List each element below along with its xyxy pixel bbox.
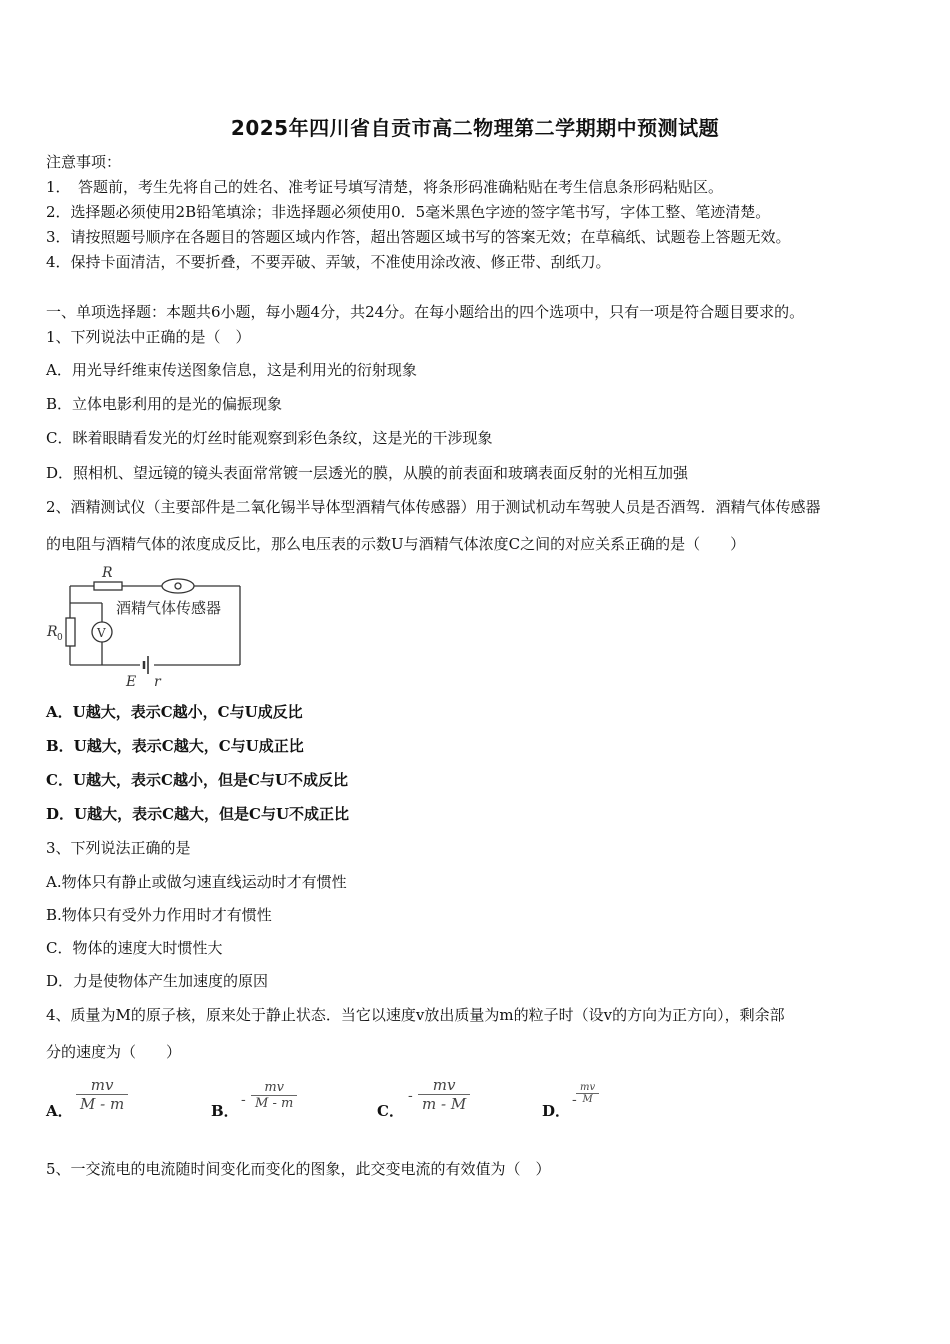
question-1-option-b: B．立体电影利用的是光的偏振现象 — [46, 395, 283, 413]
label-r-internal: r — [154, 674, 161, 690]
question-3-stem: 3、下列说法正确的是 — [46, 839, 191, 857]
question-4-stem-line1: 4、质量为M的原子核，原来处于静止状态．当它以速度v放出质量为m的粒子时（设v的方向为正方向），剩余部 — [46, 1006, 785, 1024]
question-2-option-b: B．U越大，表示C越大，C与U成正比 — [46, 737, 304, 755]
page-title: 2025年四川省自贡市高二物理第二学期期中预测试题 — [230, 116, 720, 140]
question-4-option-d-label: D． — [542, 1102, 571, 1120]
question-4-option-b-label: B． — [211, 1102, 239, 1120]
fraction-numerator: mv — [251, 1080, 297, 1096]
question-2-option-a: A．U越大，表示C越小，C与U成反比 — [46, 703, 303, 721]
fraction-numerator: mv — [576, 1082, 599, 1094]
question-3-option-d: D．力是使物体产生加速度的原因 — [46, 972, 269, 990]
label-e: E — [126, 674, 137, 690]
sensor-label: 酒精气体传感器 — [116, 599, 222, 617]
notice-item: 2．选择题必须使用2B铅笔填涂；非选择题必须使用0．5毫米黑色字迹的签字笔书写，字体工整、笔迹清楚。 — [46, 203, 771, 221]
notice-heading: 注意事项： — [46, 153, 122, 171]
question-2-option-c: C．U越大，表示C越小，但是C与U不成反比 — [46, 771, 348, 789]
notice-item: 4．保持卡面清洁，不要折叠，不要弄破、弄皱，不准使用涂改液、修正带、刮纸刀。 — [46, 253, 611, 271]
fraction-denominator: M - m — [255, 1096, 294, 1111]
fraction-denominator: M — [582, 1094, 593, 1105]
question-4-option-b-fraction — [251, 1080, 297, 1111]
label-r0-subscript: 0 — [57, 633, 63, 643]
question-4-option-d-sign: - — [572, 1092, 577, 1108]
label-r0: R — [47, 624, 58, 640]
question-3-option-c: C．物体的速度大时惯性大 — [46, 939, 223, 957]
notice-item: 3．请按照题号顺序在各题目的答题区域内作答，超出答题区域书写的答案无效；在草稿纸、试题卷上答题无效。 — [46, 228, 791, 246]
question-4-stem-line2: 分的速度为（ ） — [46, 1043, 182, 1061]
question-1-option-a: A．用光导纤维束传送图象信息，这是利用光的衍射现象 — [46, 361, 417, 379]
question-4-option-d-fraction — [576, 1082, 599, 1105]
question-5-stem: 5、一交流电的电流随时间变化而变化的图象，此交变电流的有效值为（ ） — [46, 1160, 551, 1178]
fraction-numerator: mv — [76, 1076, 128, 1095]
question-1-option-d: D．照相机、望远镜的镜头表面常常镀一层透光的膜，从膜的前表面和玻璃表面反射的光相互加强 — [46, 464, 689, 482]
fraction-numerator: mv — [418, 1076, 470, 1095]
resistor-r0 — [66, 618, 75, 646]
question-4-option-c-label: C． — [377, 1102, 404, 1120]
question-4-option-c-sign: - — [408, 1088, 413, 1104]
voltmeter-label: V — [97, 626, 106, 640]
question-2-option-d: D．U越大，表示C越大，但是C与U不成正比 — [46, 805, 350, 823]
question-2-stem-line2: 的电阻与酒精气体的浓度成反比，那么电压表的示数U与酒精气体浓度C之间的对应关系正确的是（ ） — [46, 535, 746, 553]
question-3-option-a: A.物体只有静止或做匀速直线运动时才有惯性 — [46, 873, 347, 891]
question-1-option-c: C．眯着眼睛看发光的灯丝时能观察到彩色条纹，这是光的干涉现象 — [46, 429, 493, 447]
question-1-stem: 1、下列说法中正确的是（ ） — [46, 328, 251, 346]
question-4-option-b-sign: - — [241, 1092, 246, 1108]
section-heading: 一、单项选择题：本题共6小题，每小题4分，共24分。在每小题给出的四个选项中，只有一项是符合题目要求的。 — [46, 303, 805, 321]
circuit-diagram — [44, 560, 254, 692]
lamp-icon — [162, 579, 194, 593]
label-r: R — [102, 565, 113, 581]
question-4-option-a-fraction — [76, 1076, 128, 1113]
question-4-option-a-label: A． — [46, 1102, 73, 1120]
fraction-denominator: M - m — [80, 1095, 125, 1113]
question-2-stem-line1: 2、酒精测试仪（主要部件是二氧化锡半导体型酒精气体传感器）用于测试机动车驾驶人员是否酒驾．酒精气体传感器 — [46, 498, 821, 516]
resistor-r — [94, 582, 122, 590]
question-3-option-b: B.物体只有受外力作用时才有惯性 — [46, 906, 272, 924]
question-4-option-c-fraction — [418, 1076, 470, 1113]
fraction-denominator: m - M — [422, 1095, 467, 1113]
notice-item: 1． 答题前，考生先将自己的姓名、准考证号填写清楚，将条形码准确粘贴在考生信息条形码粘贴区。 — [46, 178, 724, 196]
